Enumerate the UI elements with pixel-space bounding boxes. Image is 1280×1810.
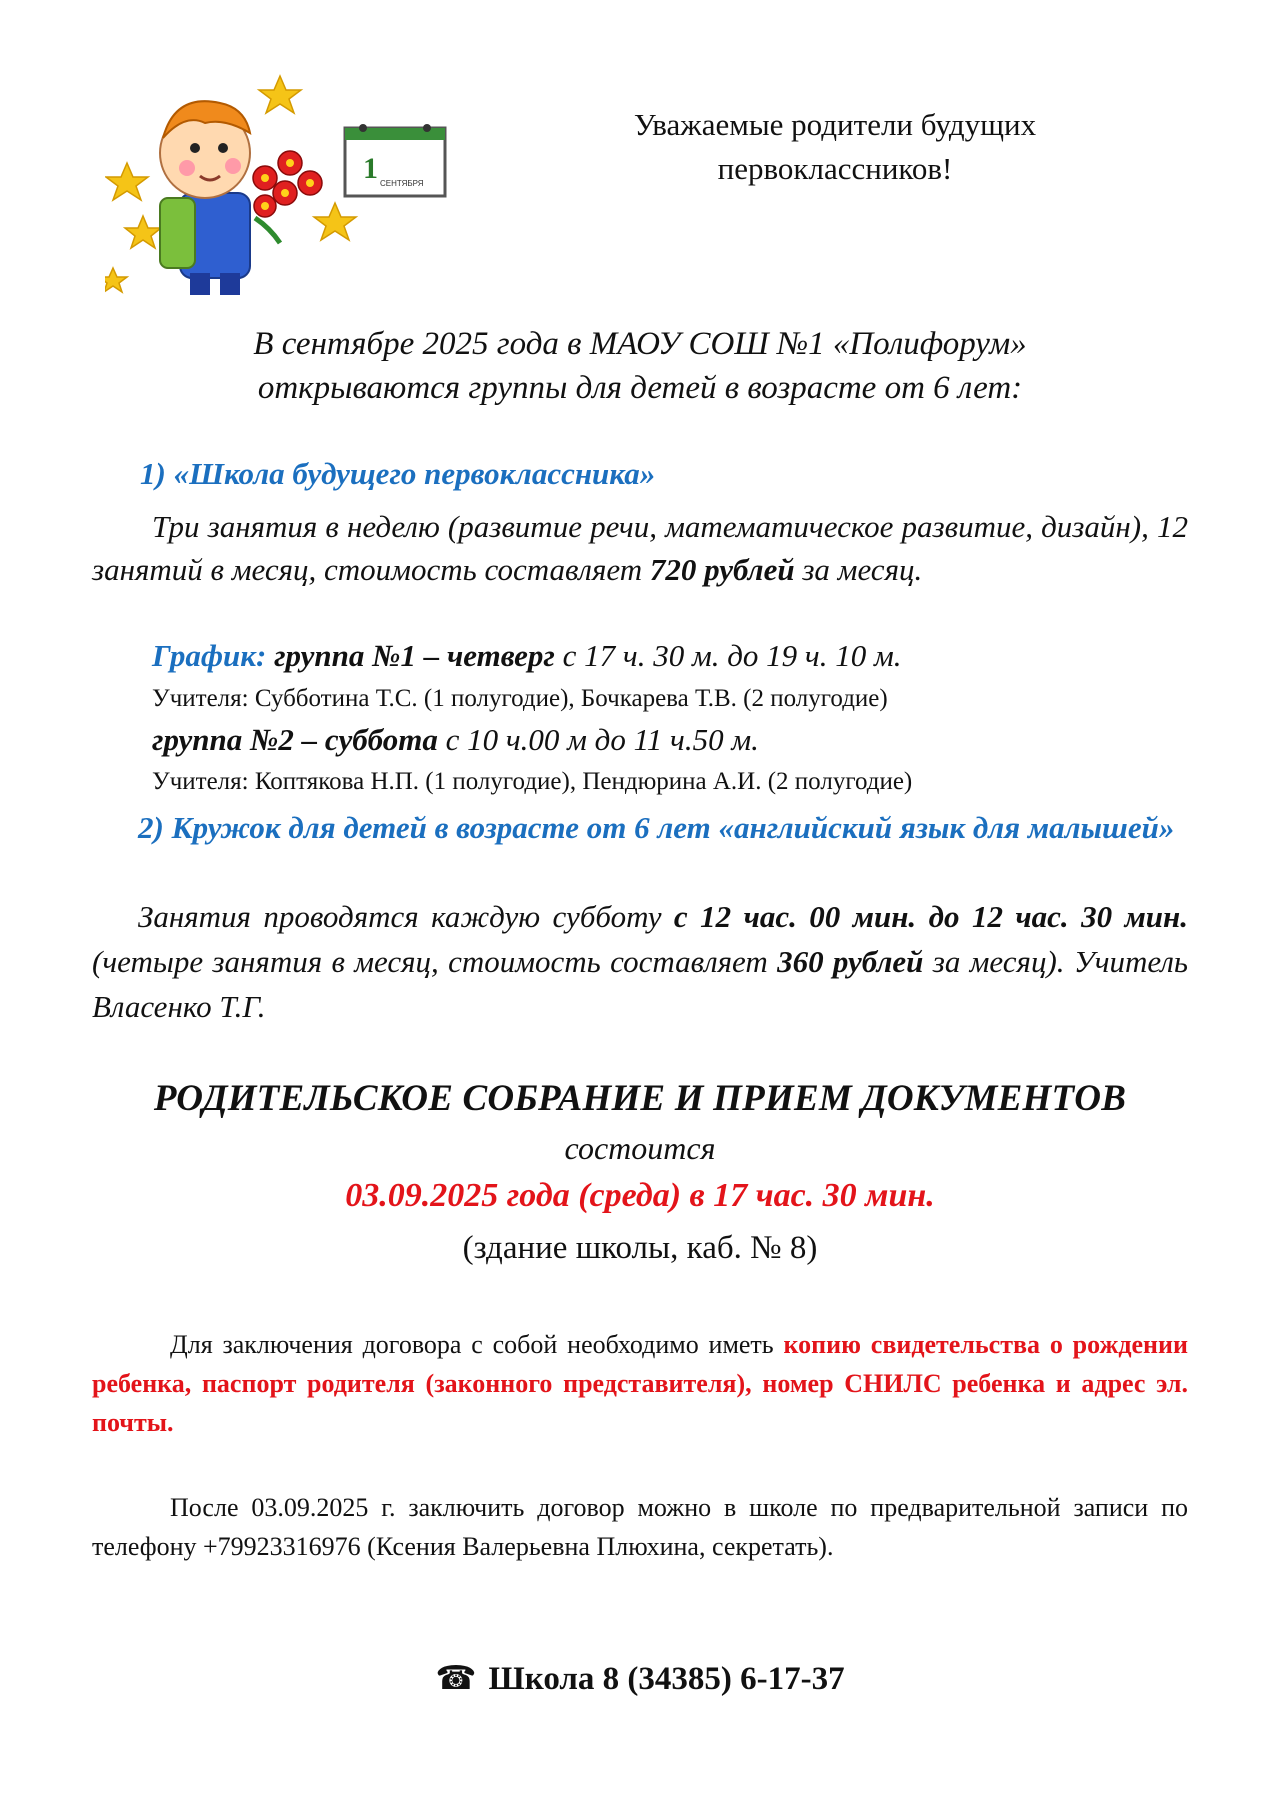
greeting-line1: Уважаемые родители будущих bbox=[633, 107, 1037, 142]
section2-body-prefix: Занятия проводятся каждую субботу bbox=[138, 899, 674, 934]
intro-text bbox=[100, 322, 1180, 410]
section1-price-suffix: за месяц. bbox=[794, 552, 923, 587]
school-phone bbox=[40, 1658, 1240, 1698]
meeting-subtitle: состоится bbox=[564, 1130, 716, 1166]
documents-required: копию свидетельства о рождении ребенка, паспорт родителя (законного представителя), номер СНИЛС ребенка и адрес эл. почты. bbox=[92, 1330, 1188, 1437]
section1-body bbox=[92, 505, 1188, 591]
schoolboy-illustration-icon bbox=[105, 68, 455, 298]
calendar-month: СЕНТЯБРЯ bbox=[380, 179, 424, 188]
intro-line1: В сентябре 2025 года в МАОУ СОШ №1 «Полифорум» bbox=[253, 326, 1027, 362]
documents-text bbox=[92, 1325, 1188, 1442]
greeting-line2: первоклассников! bbox=[717, 151, 953, 186]
group2-label: группа №2 – суббота bbox=[152, 722, 438, 757]
greeting bbox=[560, 103, 1110, 191]
group1-teachers: Учителя: Субботина Т.С. (1 полугодие), Бочкарева Т.В. (2 полугодие) bbox=[152, 685, 888, 712]
group1-time: с 17 ч. 30 м. до 19 ч. 10 м. bbox=[554, 638, 902, 673]
calendar-day: 1 bbox=[363, 152, 378, 185]
section1-body-text: Три занятия в неделю (развитие речи, математическое развитие, дизайн), 12 занятий в месяц, стоимость составляет bbox=[92, 509, 1188, 587]
section2-price: 360 рублей bbox=[777, 944, 924, 979]
meeting-date: 03.09.2025 года (среда) в 17 час. 30 мин. bbox=[345, 1177, 935, 1214]
section1-price: 720 рублей bbox=[649, 552, 795, 587]
section2-body-middle: (четыре занятия в месяц, стоимость составляет bbox=[92, 944, 778, 979]
documents-prefix: Для заключения договора с собой необходимо иметь bbox=[170, 1330, 784, 1359]
section1-title: 1) «Школа будущего первоклассника» bbox=[140, 456, 656, 491]
group2-time: с 10 ч.00 м до 11 ч.50 м. bbox=[437, 722, 759, 757]
group1-label: группа №1 – четверг bbox=[274, 638, 555, 673]
meeting-place: (здание школы, каб. № 8) bbox=[462, 1230, 818, 1266]
meeting-title: РОДИТЕЛЬСКОЕ СОБРАНИЕ И ПРИЕМ ДОКУМЕНТОВ bbox=[153, 1078, 1127, 1119]
section2-title: 2) Кружок для детей в возрасте от 6 лет «английский язык для малышей» bbox=[138, 810, 1175, 845]
group2-teachers: Учителя: Коптякова Н.П. (1 полугодие), Пендюрина А.И. (2 полугодие) bbox=[152, 768, 913, 795]
section2-time: с 12 час. 00 мин. до 12 час. 30 мин. bbox=[673, 899, 1189, 934]
calendar-icon bbox=[345, 124, 445, 196]
group1-schedule bbox=[152, 638, 901, 674]
section2-body-suffix: за месяц). Учитель Власенко Т.Г. bbox=[92, 944, 1188, 1024]
school-phone-number: Школа 8 (34385) 6-17-37 bbox=[488, 1661, 845, 1697]
after-text: После 03.09.2025 г. заключить договор можно в школе по предварительной записи по телефону +79923316976 (Ксения Валерьевна Плюхина, секретать). bbox=[92, 1493, 1188, 1561]
schedule-label: График: bbox=[152, 638, 267, 673]
group2-schedule bbox=[152, 722, 759, 758]
section2-body bbox=[92, 894, 1188, 1029]
intro-line2: открываются группы для детей в возрасте от 6 лет: bbox=[257, 370, 1023, 406]
telephone-icon: ☎ bbox=[435, 1661, 477, 1697]
